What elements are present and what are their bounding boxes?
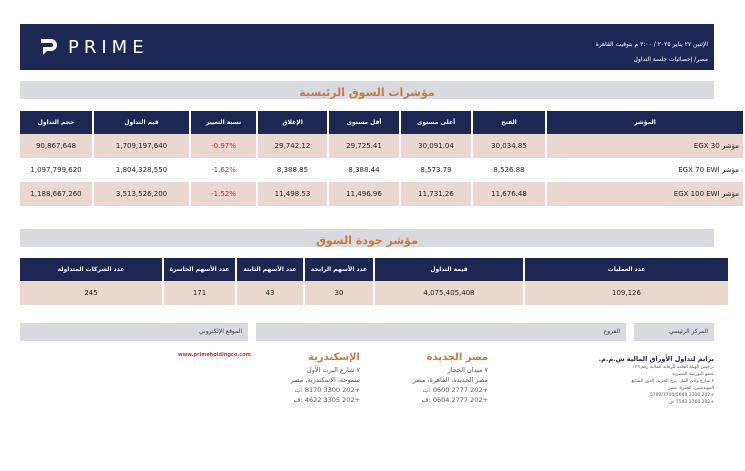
prime-logo [38,36,149,58]
high-cell: 11,731.26 [401,182,471,206]
col-trade-value: قيمة التداول [375,258,523,281]
breadcrumb: مصر/ إحصائيات جلسة التداول [633,56,708,63]
low-cell: 11,496.96 [329,182,399,206]
heliopolis-line: +202 2777 0600 :ت [422,386,488,394]
hq-line: المهندسين، الجيزة، مصر [668,386,714,391]
change-cell: -1.52% [191,182,256,206]
table-row [20,158,743,182]
hq-company-name: برايم لتداول الأوراق المالية ش.م.م. [598,355,714,363]
volume-cell: 90,867,648 [20,134,92,158]
alexandria-title: الإسكندرية [308,352,360,363]
indices-title-text: مؤشرات السوق الرئيسية [299,86,435,99]
heliopolis-branch [392,352,488,405]
high-cell: 30,091.04 [401,134,471,158]
close-cell: 8,388.85 [258,158,327,182]
heliopolis-line: +202 2777 0604 :ف [421,396,488,404]
hq-label: المركز الرئيسي [634,323,714,341]
hq-line: عضو البورصة المصرية [672,372,714,377]
website-link[interactable]: www.primeholdingco.com [178,352,251,358]
low-cell: 29,725.41 [329,134,399,158]
report-header [20,24,714,70]
col-close: الإغلاق [258,111,327,134]
col-high: أعلى مستوى [401,111,471,134]
close-cell: 11,498.53 [258,182,327,206]
col-unchanged: عدد الأسهم الثابتة [237,258,303,281]
alexandria-line: +202 3305 4622 :ف [293,396,360,404]
website-label: الموقع الإلكتروني [20,323,248,341]
alexandria-line: +202 3300 8170 :ت [294,386,360,394]
col-losers: عدد الأسهم الخاسرة [164,258,235,281]
hq-line: ٢ شارع وادي النيل، برج الحرية، الدور السابع، [630,379,714,384]
value-cell: 1,804,328,550 [94,158,189,182]
gainers-cell: 30 [305,281,373,305]
report-datetime: الإثنين ٢٧ يناير ٢٠٢٥ / ٣:٠٠ م بتوقيت القاهرة [595,41,708,48]
col-value: قيم التداول [94,111,189,134]
col-traded-companies: عدد الشركات المتداولة [20,258,162,281]
index-name-cell: مؤشر EGX 30 [547,134,743,158]
alexandria-line: سموحة، الإسكندرية، مصر [290,376,360,384]
value-cell: 1,709,197,640 [94,134,189,158]
quality-table [18,258,730,305]
heliopolis-title: مصر الجديدة [426,352,488,363]
high-cell: 8,573.79 [401,158,471,182]
brand-name: PRIME [68,36,149,58]
index-name-cell: مؤشر EGX 70 EWI [547,158,743,182]
indices-table [18,111,745,206]
value-cell: 3,513,526,200 [94,182,189,206]
volume-cell: 1,097,799,620 [20,158,92,182]
losers-cell: 171 [164,281,235,305]
col-change: نسبة التغيير [191,111,256,134]
table-row [20,281,728,305]
indices-section-title [20,81,714,99]
open-cell: 8,526.88 [473,158,545,182]
trade-value-cell: 4,075,405,408 [375,281,523,305]
close-cell: 29,742.12 [258,134,327,158]
low-cell: 8,388.44 [329,158,399,182]
hq-line: +202 3760 7543 :ف [668,400,714,405]
unchanged-cell: 43 [237,281,303,305]
traded-companies-cell: 245 [20,281,162,305]
alexandria-line: ٧ شارع البرت الأول [307,366,360,374]
table-row [20,182,743,206]
hq-office [599,355,714,406]
index-name-cell: مؤشر EGX 100 EWI [547,182,743,206]
quality-section-title [20,229,714,247]
quality-title-text: مؤشر جودة السوق [316,234,418,247]
prime-logo-icon [38,36,60,58]
transactions-cell: 109,126 [525,281,728,305]
col-gainers: عدد الأسهم الرابحة [305,258,373,281]
col-volume: حجم التداول [20,111,92,134]
open-cell: 30,034.85 [473,134,545,158]
change-cell: -0.97% [191,134,256,158]
volume-cell: 1,188,667,260 [20,182,92,206]
col-index: المؤشر [547,111,743,134]
table-row [20,134,743,158]
change-cell: -1.62% [191,158,256,182]
quality-header-row [20,258,728,281]
indices-header-row [20,111,743,134]
alexandria-branch [270,352,360,405]
heliopolis-line: مصر الجديدة، القاهرة، مصر [412,376,488,384]
col-transactions: عدد العمليات [525,258,728,281]
hq-line: ترخيص الهيئة العامة للرقابة المالية رقم ١٢٩ [632,365,714,370]
col-low: أقل مستوى [329,111,399,134]
hq-line: +202 3300 5700/7700/5649 [649,393,714,398]
heliopolis-line: ٧ ميدان الحجاز [447,366,488,374]
col-open: الفتح [473,111,545,134]
branches-label: الفروع [256,323,626,341]
open-cell: 11,676.48 [473,182,545,206]
